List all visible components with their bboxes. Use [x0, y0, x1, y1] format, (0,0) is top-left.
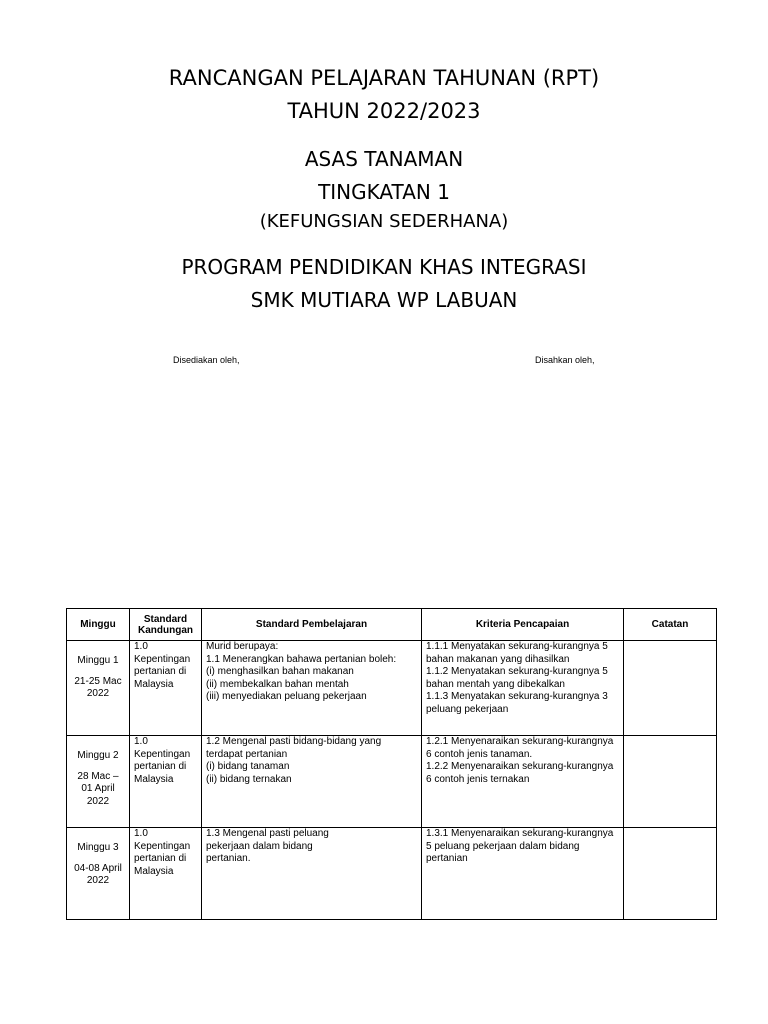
content-standard-cell-line: Malaysia: [134, 678, 174, 690]
content-standard-cell-line: pertanian di: [134, 761, 187, 772]
header-content-standard: [130, 609, 202, 641]
document-title: RANCANGAN PELAJARAN TAHUNAN (RPT): [168, 66, 600, 90]
performance-criteria-cell-line: 1.2.1 Menyenaraikan sekurang-kurangnya: [426, 736, 614, 747]
table-row: [67, 828, 717, 920]
prepared-by-label: Disediakan oleh,: [173, 355, 240, 365]
header-performance-criteria: Kriteria Pencapaian: [422, 609, 624, 641]
content-standard-cell: [130, 736, 202, 828]
performance-criteria-cell-line: 1.1.1 Menyatakan sekurang-kurangnya 5: [426, 641, 608, 652]
performance-criteria-cell-line: 6 contoh jenis tanaman.: [426, 748, 533, 760]
performance-criteria-cell-line: 1.2.2 Menyenaraikan sekurang-kurangnya: [426, 761, 614, 772]
performance-criteria-cell-line: peluang pekerjaan: [426, 703, 509, 715]
performance-criteria-cell-line: 1.1.3 Menyatakan sekurang-kurangnya 3: [426, 691, 608, 702]
content-standard-cell-line: Malaysia: [134, 865, 174, 877]
week-date: 21-25 Mac 2022: [74, 675, 122, 699]
learning-standard-cell-line: (ii) bidang ternakan: [206, 773, 292, 785]
header-learning-standard: Standard Pembelajaran: [202, 609, 422, 641]
week-label: Minggu 3: [77, 842, 119, 853]
learning-standard-cell-line: (ii) membekalkan bahan mentah: [206, 678, 349, 690]
performance-criteria-cell-line: pertanian: [426, 853, 468, 864]
learning-standard-cell-line: (i) menghasilkan bahan makanan: [206, 666, 354, 677]
content-standard-cell-line: 1.0: [134, 736, 148, 747]
header-content-standard-line2: Kandungan: [138, 624, 193, 636]
performance-criteria-cell-line: 1.3.1 Menyenaraikan sekurang-kurangnya: [426, 828, 614, 839]
learning-standard-cell-line: 1.2 Mengenal pasti bidang-bidang yang: [206, 736, 382, 747]
week-cell: [67, 736, 130, 828]
learning-standard-cell-line: terdapat pertanian: [206, 748, 288, 760]
content-standard-cell-line: Malaysia: [134, 773, 174, 785]
document-year: TAHUN 2022/2023: [287, 99, 481, 123]
content-standard-cell: [130, 641, 202, 736]
header-notes: Catatan: [624, 609, 717, 641]
content-standard-cell-line: Kepentingan: [134, 840, 191, 852]
notes-cell: [624, 736, 717, 828]
program-title: PROGRAM PENDIDIKAN KHAS INTEGRASI: [181, 255, 587, 279]
table-row: [67, 736, 717, 828]
content-standard-cell-line: 1.0: [134, 641, 148, 652]
learning-standard-cell-line: (iii) menyediakan peluang pekerjaan: [206, 691, 367, 702]
week-label: Minggu 2: [77, 750, 119, 761]
notes-cell: [624, 828, 717, 920]
learning-standard-cell: [202, 641, 422, 736]
learning-standard-cell: [202, 828, 422, 920]
level-title: TINGKATAN 1: [318, 180, 450, 204]
performance-criteria-cell: [422, 736, 624, 828]
learning-standard-cell-line: 1.1 Menerangkan bahawa pertanian boleh:: [206, 653, 397, 665]
content-standard-cell-line: pertanian di: [134, 853, 187, 864]
content-standard-cell-line: Kepentingan: [134, 748, 191, 760]
school-title: SMK MUTIARA WP LABUAN: [250, 288, 518, 312]
performance-criteria-cell-line: 1.1.2 Menyatakan sekurang-kurangnya 5: [426, 666, 608, 677]
week-cell: [67, 828, 130, 920]
week-date: 28 Mac – 01 April 2022: [77, 770, 119, 807]
header-content-standard-line1: Standard: [143, 613, 188, 625]
subject-title: ASAS TANAMAN: [304, 147, 464, 171]
performance-criteria-cell-line: 6 contoh jenis ternakan: [426, 773, 530, 785]
content-standard-cell-line: 1.0: [134, 828, 148, 839]
learning-standard-cell-line: Murid berupaya:: [206, 641, 279, 652]
learning-standard-cell: [202, 736, 422, 828]
approved-by-label: Disahkan oleh,: [535, 355, 595, 365]
week-cell: [67, 641, 130, 736]
category-title: (KEFUNGSIAN SEDERHANA): [259, 211, 509, 232]
performance-criteria-cell-line: bahan makanan yang dihasilkan: [426, 653, 570, 665]
performance-criteria-cell: [422, 641, 624, 736]
learning-standard-cell-line: 1.3 Mengenal pasti peluang: [206, 828, 329, 839]
content-standard-cell-line: Kepentingan: [134, 653, 191, 665]
notes-cell: [624, 641, 717, 736]
table-header-row: [67, 609, 717, 641]
performance-criteria-cell-line: 5 peluang pekerjaan dalam bidang: [426, 840, 580, 852]
week-label: Minggu 1: [77, 655, 119, 666]
performance-criteria-cell-line: bahan mentah yang dibekalkan: [426, 678, 565, 690]
content-standard-cell-line: pertanian di: [134, 666, 187, 677]
week-date: 04-08 April 2022: [74, 862, 122, 886]
learning-standard-cell-line: (i) bidang tanaman: [206, 761, 290, 772]
performance-criteria-cell: [422, 828, 624, 920]
learning-standard-cell-line: pertanian.: [206, 853, 251, 864]
rpt-table: [66, 608, 717, 920]
learning-standard-cell-line: pekerjaan dalam bidang: [206, 840, 313, 852]
content-standard-cell: [130, 828, 202, 920]
table-row: [67, 641, 717, 736]
header-week: Minggu: [67, 609, 130, 641]
